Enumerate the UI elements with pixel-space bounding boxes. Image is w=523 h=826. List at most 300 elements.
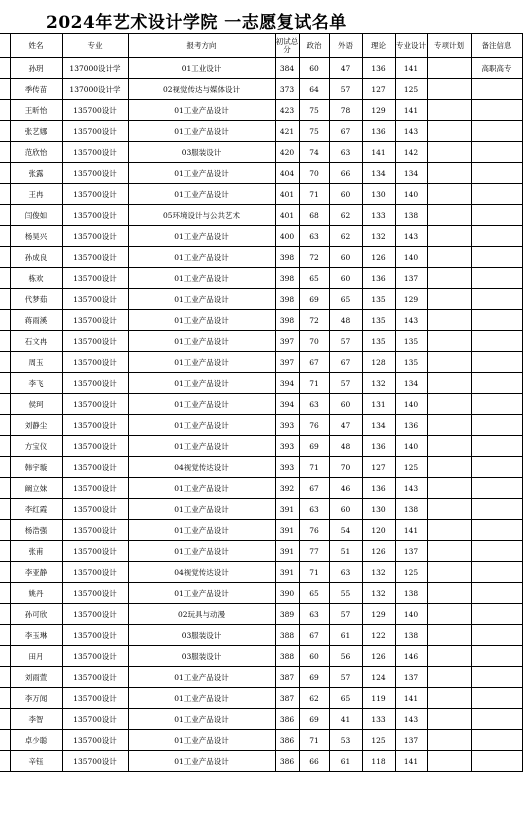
cell-remarks <box>471 562 522 583</box>
table-row <box>0 562 522 583</box>
cell-remarks <box>471 268 522 289</box>
cell-special-plan <box>427 646 471 667</box>
cell-total-score: 391 <box>275 499 299 520</box>
cell-direction: 01工业产品设计 <box>128 667 275 688</box>
cell-special-plan <box>427 604 471 625</box>
cell-remarks <box>471 352 522 373</box>
table-row <box>0 121 522 142</box>
cell-design: 125 <box>395 457 427 478</box>
cell-special-plan <box>427 541 471 562</box>
cell-design: 135 <box>395 352 427 373</box>
cell-total-score: 386 <box>275 730 299 751</box>
cell-theory: 132 <box>362 562 395 583</box>
cell-remarks <box>471 541 522 562</box>
cell-major: 135700设计 <box>62 730 128 751</box>
cell-name: 卓少聪 <box>10 730 62 751</box>
table-row <box>0 499 522 520</box>
cell-theory: 125 <box>362 730 395 751</box>
cell-direction: 01工业产品设计 <box>128 436 275 457</box>
cell-direction: 01工业产品设计 <box>128 415 275 436</box>
cell-design: 129 <box>395 289 427 310</box>
cell-major: 135700设计 <box>62 310 128 331</box>
cell-direction: 03服装设计 <box>128 646 275 667</box>
header-special-plan: 专项计划 <box>427 34 471 58</box>
cell-politics: 63 <box>299 394 329 415</box>
cell-total-score: 384 <box>275 58 299 79</box>
cell-theory: 136 <box>362 478 395 499</box>
cell-total-score: 398 <box>275 289 299 310</box>
row-marker <box>0 79 10 100</box>
cell-total-score: 388 <box>275 625 299 646</box>
row-marker <box>0 373 10 394</box>
row-marker <box>0 352 10 373</box>
cell-direction: 01工业产品设计 <box>128 268 275 289</box>
cell-name: 孙玥 <box>10 58 62 79</box>
cell-foreign-language: 56 <box>329 646 362 667</box>
cell-design: 141 <box>395 100 427 121</box>
row-marker <box>0 520 10 541</box>
candidate-table <box>0 33 512 772</box>
cell-remarks <box>471 436 522 457</box>
cell-politics: 76 <box>299 415 329 436</box>
header-name: 姓名 <box>10 34 62 58</box>
row-marker <box>0 163 10 184</box>
table-row <box>0 289 522 310</box>
cell-politics: 60 <box>299 646 329 667</box>
cell-design: 138 <box>395 499 427 520</box>
cell-major: 135700设计 <box>62 184 128 205</box>
cell-foreign-language: 47 <box>329 415 362 436</box>
cell-theory: 119 <box>362 688 395 709</box>
cell-total-score: 393 <box>275 436 299 457</box>
cell-direction: 02视觉传达与媒体设计 <box>128 79 275 100</box>
cell-design: 143 <box>395 478 427 499</box>
cell-foreign-language: 60 <box>329 184 362 205</box>
cell-direction: 01工业产品设计 <box>128 709 275 730</box>
cell-special-plan <box>427 289 471 310</box>
cell-direction: 01工业产品设计 <box>128 478 275 499</box>
table-row <box>0 751 522 772</box>
cell-design: 141 <box>395 688 427 709</box>
cell-major: 135700设计 <box>62 331 128 352</box>
cell-direction: 01工业产品设计 <box>128 751 275 772</box>
cell-remarks <box>471 247 522 268</box>
header-row <box>0 34 522 58</box>
cell-special-plan <box>427 499 471 520</box>
cell-remarks <box>471 604 522 625</box>
cell-foreign-language: 53 <box>329 730 362 751</box>
cell-politics: 75 <box>299 100 329 121</box>
cell-major: 135700设计 <box>62 394 128 415</box>
cell-major: 135700设计 <box>62 373 128 394</box>
cell-design: 134 <box>395 163 427 184</box>
table-row <box>0 541 522 562</box>
cell-remarks <box>471 751 522 772</box>
cell-politics: 66 <box>299 751 329 772</box>
cell-remarks <box>471 163 522 184</box>
cell-special-plan <box>427 688 471 709</box>
cell-special-plan <box>427 268 471 289</box>
cell-foreign-language: 67 <box>329 352 362 373</box>
cell-direction: 01工业产品设计 <box>128 289 275 310</box>
cell-theory: 132 <box>362 583 395 604</box>
cell-total-score: 373 <box>275 79 299 100</box>
cell-theory: 132 <box>362 373 395 394</box>
cell-design: 138 <box>395 583 427 604</box>
cell-politics: 60 <box>299 58 329 79</box>
header-theory: 理论 <box>362 34 395 58</box>
cell-name: 阚立妹 <box>10 478 62 499</box>
table-row <box>0 79 522 100</box>
cell-foreign-language: 62 <box>329 205 362 226</box>
cell-remarks <box>471 289 522 310</box>
cell-theory: 136 <box>362 268 395 289</box>
cell-foreign-language: 60 <box>329 247 362 268</box>
cell-foreign-language: 62 <box>329 226 362 247</box>
cell-major: 137000设计学 <box>62 79 128 100</box>
table-row <box>0 373 522 394</box>
cell-politics: 74 <box>299 142 329 163</box>
row-marker <box>0 625 10 646</box>
cell-theory: 141 <box>362 142 395 163</box>
cell-theory: 120 <box>362 520 395 541</box>
cell-major: 135700设计 <box>62 289 128 310</box>
cell-name: 王冉 <box>10 184 62 205</box>
cell-major: 135700设计 <box>62 583 128 604</box>
cell-total-score: 391 <box>275 541 299 562</box>
cell-design: 137 <box>395 268 427 289</box>
cell-special-plan <box>427 709 471 730</box>
cell-special-plan <box>427 100 471 121</box>
cell-name: 范欣怡 <box>10 142 62 163</box>
header-foreign-language: 外语 <box>329 34 362 58</box>
cell-theory: 128 <box>362 352 395 373</box>
header-remarks: 备注信息 <box>471 34 522 58</box>
cell-foreign-language: 61 <box>329 751 362 772</box>
cell-design: 140 <box>395 184 427 205</box>
row-marker <box>0 730 10 751</box>
table-row <box>0 184 522 205</box>
cell-design: 141 <box>395 58 427 79</box>
cell-major: 135700设计 <box>62 625 128 646</box>
table-row <box>0 478 522 499</box>
cell-direction: 01工业产品设计 <box>128 688 275 709</box>
cell-remarks <box>471 667 522 688</box>
cell-politics: 76 <box>299 520 329 541</box>
cell-design: 143 <box>395 226 427 247</box>
cell-name: 田月 <box>10 646 62 667</box>
row-marker <box>0 499 10 520</box>
cell-special-plan <box>427 79 471 100</box>
cell-theory: 124 <box>362 667 395 688</box>
cell-politics: 71 <box>299 730 329 751</box>
cell-total-score: 393 <box>275 415 299 436</box>
cell-major: 135700设计 <box>62 247 128 268</box>
cell-theory: 131 <box>362 394 395 415</box>
header-total-score: 初试总分 <box>275 34 299 58</box>
table-row <box>0 247 522 268</box>
row-marker-header <box>0 34 10 58</box>
header-design: 专业设计 <box>395 34 427 58</box>
cell-foreign-language: 57 <box>329 79 362 100</box>
cell-direction: 01工业产品设计 <box>128 121 275 142</box>
cell-remarks <box>471 121 522 142</box>
cell-politics: 69 <box>299 667 329 688</box>
cell-name: 李万闻 <box>10 688 62 709</box>
cell-name: 杨浩强 <box>10 520 62 541</box>
cell-total-score: 400 <box>275 226 299 247</box>
cell-direction: 03服装设计 <box>128 625 275 646</box>
cell-major: 135700设计 <box>62 520 128 541</box>
cell-politics: 69 <box>299 709 329 730</box>
table-row <box>0 331 522 352</box>
table-row <box>0 604 522 625</box>
cell-design: 138 <box>395 205 427 226</box>
cell-theory: 132 <box>362 226 395 247</box>
cell-design: 137 <box>395 667 427 688</box>
table-row <box>0 310 522 331</box>
cell-name: 张艺娜 <box>10 121 62 142</box>
row-marker <box>0 268 10 289</box>
cell-major: 135700设计 <box>62 667 128 688</box>
cell-direction: 01工业产品设计 <box>128 310 275 331</box>
cell-theory: 130 <box>362 184 395 205</box>
cell-name: 刘静尘 <box>10 415 62 436</box>
cell-direction: 01工业产品设计 <box>128 373 275 394</box>
cell-name: 季传苗 <box>10 79 62 100</box>
cell-design: 136 <box>395 415 427 436</box>
cell-name: 闫俊如 <box>10 205 62 226</box>
cell-total-score: 401 <box>275 205 299 226</box>
cell-name: 李飞 <box>10 373 62 394</box>
cell-direction: 04视觉传达设计 <box>128 562 275 583</box>
cell-foreign-language: 41 <box>329 709 362 730</box>
cell-foreign-language: 78 <box>329 100 362 121</box>
row-marker <box>0 646 10 667</box>
cell-remarks <box>471 184 522 205</box>
cell-remarks <box>471 520 522 541</box>
table-row <box>0 352 522 373</box>
cell-theory: 134 <box>362 163 395 184</box>
cell-design: 143 <box>395 310 427 331</box>
cell-politics: 72 <box>299 310 329 331</box>
cell-politics: 71 <box>299 562 329 583</box>
cell-design: 140 <box>395 394 427 415</box>
cell-foreign-language: 46 <box>329 478 362 499</box>
cell-name: 姚丹 <box>10 583 62 604</box>
cell-remarks <box>471 331 522 352</box>
cell-special-plan <box>427 394 471 415</box>
cell-special-plan <box>427 226 471 247</box>
cell-foreign-language: 63 <box>329 142 362 163</box>
row-marker <box>0 289 10 310</box>
cell-remarks <box>471 205 522 226</box>
cell-name: 李智 <box>10 709 62 730</box>
table-row <box>0 205 522 226</box>
cell-politics: 67 <box>299 625 329 646</box>
row-marker <box>0 331 10 352</box>
cell-major: 135700设计 <box>62 604 128 625</box>
row-marker <box>0 751 10 772</box>
cell-remarks <box>471 457 522 478</box>
cell-foreign-language: 65 <box>329 688 362 709</box>
cell-total-score: 386 <box>275 709 299 730</box>
cell-special-plan <box>427 478 471 499</box>
cell-name: 刘雨萱 <box>10 667 62 688</box>
cell-theory: 129 <box>362 604 395 625</box>
cell-special-plan <box>427 121 471 142</box>
table-row <box>0 667 522 688</box>
cell-special-plan <box>427 625 471 646</box>
page-title: 2024年艺术设计学院 一志愿复试名单 <box>46 13 347 33</box>
cell-theory: 134 <box>362 415 395 436</box>
row-marker <box>0 604 10 625</box>
cell-foreign-language: 60 <box>329 268 362 289</box>
header-direction: 报考方向 <box>128 34 275 58</box>
cell-total-score: 389 <box>275 604 299 625</box>
cell-foreign-language: 57 <box>329 604 362 625</box>
cell-foreign-language: 70 <box>329 457 362 478</box>
cell-politics: 64 <box>299 79 329 100</box>
cell-total-score: 394 <box>275 373 299 394</box>
row-marker <box>0 142 10 163</box>
cell-foreign-language: 67 <box>329 121 362 142</box>
table-row <box>0 520 522 541</box>
cell-total-score: 393 <box>275 457 299 478</box>
cell-remarks <box>471 310 522 331</box>
cell-major: 135700设计 <box>62 562 128 583</box>
cell-theory: 126 <box>362 646 395 667</box>
cell-direction: 01工业产品设计 <box>128 247 275 268</box>
row-marker <box>0 310 10 331</box>
table-row <box>0 730 522 751</box>
cell-politics: 65 <box>299 268 329 289</box>
cell-special-plan <box>427 142 471 163</box>
cell-direction: 01工业产品设计 <box>128 541 275 562</box>
cell-remarks <box>471 478 522 499</box>
table-row <box>0 436 522 457</box>
table-row <box>0 163 522 184</box>
row-marker <box>0 394 10 415</box>
cell-foreign-language: 51 <box>329 541 362 562</box>
cell-total-score: 398 <box>275 268 299 289</box>
cell-direction: 03服装设计 <box>128 142 275 163</box>
cell-direction: 01工业产品设计 <box>128 499 275 520</box>
cell-name: 蒋雨溪 <box>10 310 62 331</box>
cell-foreign-language: 57 <box>329 373 362 394</box>
cell-major: 135700设计 <box>62 142 128 163</box>
cell-remarks <box>471 226 522 247</box>
cell-remarks <box>471 499 522 520</box>
header-politics: 政治 <box>299 34 329 58</box>
cell-total-score: 386 <box>275 751 299 772</box>
table-row <box>0 688 522 709</box>
cell-direction: 04视觉传达设计 <box>128 457 275 478</box>
table-row <box>0 268 522 289</box>
cell-design: 138 <box>395 625 427 646</box>
cell-remarks <box>471 142 522 163</box>
table-row <box>0 226 522 247</box>
cell-name: 侯珂 <box>10 394 62 415</box>
cell-foreign-language: 63 <box>329 562 362 583</box>
cell-special-plan <box>427 247 471 268</box>
cell-direction: 02玩具与动漫 <box>128 604 275 625</box>
cell-foreign-language: 54 <box>329 520 362 541</box>
cell-theory: 126 <box>362 247 395 268</box>
cell-major: 135700设计 <box>62 205 128 226</box>
cell-remarks <box>471 415 522 436</box>
row-marker <box>0 562 10 583</box>
cell-design: 140 <box>395 436 427 457</box>
cell-major: 135700设计 <box>62 352 128 373</box>
row-marker <box>0 226 10 247</box>
row-marker <box>0 121 10 142</box>
cell-total-score: 420 <box>275 142 299 163</box>
cell-design: 135 <box>395 331 427 352</box>
cell-major: 135700设计 <box>62 541 128 562</box>
cell-design: 140 <box>395 604 427 625</box>
cell-total-score: 391 <box>275 520 299 541</box>
cell-theory: 136 <box>362 121 395 142</box>
cell-theory: 130 <box>362 499 395 520</box>
cell-remarks <box>471 709 522 730</box>
cell-major: 135700设计 <box>62 499 128 520</box>
table-row <box>0 457 522 478</box>
cell-politics: 75 <box>299 121 329 142</box>
cell-total-score: 390 <box>275 583 299 604</box>
table-row <box>0 100 522 121</box>
table-body <box>0 58 522 772</box>
cell-special-plan <box>427 457 471 478</box>
cell-major: 135700设计 <box>62 268 128 289</box>
cell-politics: 72 <box>299 247 329 268</box>
cell-name: 王昕怡 <box>10 100 62 121</box>
cell-design: 141 <box>395 520 427 541</box>
cell-total-score: 387 <box>275 667 299 688</box>
cell-major: 135700设计 <box>62 709 128 730</box>
cell-theory: 135 <box>362 289 395 310</box>
cell-major: 135700设计 <box>62 688 128 709</box>
table-row <box>0 58 522 79</box>
cell-foreign-language: 57 <box>329 667 362 688</box>
cell-politics: 77 <box>299 541 329 562</box>
cell-name: 张露 <box>10 163 62 184</box>
cell-direction: 01工业产品设计 <box>128 520 275 541</box>
table-row <box>0 394 522 415</box>
cell-special-plan <box>427 730 471 751</box>
cell-major: 135700设计 <box>62 163 128 184</box>
cell-total-score: 401 <box>275 184 299 205</box>
cell-remarks <box>471 79 522 100</box>
cell-politics: 71 <box>299 373 329 394</box>
cell-remarks: 高职高专 <box>471 58 522 79</box>
cell-politics: 69 <box>299 436 329 457</box>
cell-theory: 136 <box>362 58 395 79</box>
cell-major: 135700设计 <box>62 751 128 772</box>
cell-foreign-language: 57 <box>329 331 362 352</box>
cell-name: 张甫 <box>10 541 62 562</box>
cell-design: 143 <box>395 121 427 142</box>
cell-name: 代梦茹 <box>10 289 62 310</box>
table-row <box>0 625 522 646</box>
cell-remarks <box>471 394 522 415</box>
cell-direction: 05环境设计与公共艺术 <box>128 205 275 226</box>
cell-politics: 67 <box>299 352 329 373</box>
cell-name: 栋欢 <box>10 268 62 289</box>
cell-politics: 63 <box>299 604 329 625</box>
cell-direction: 01工业产品设计 <box>128 352 275 373</box>
cell-total-score: 394 <box>275 394 299 415</box>
